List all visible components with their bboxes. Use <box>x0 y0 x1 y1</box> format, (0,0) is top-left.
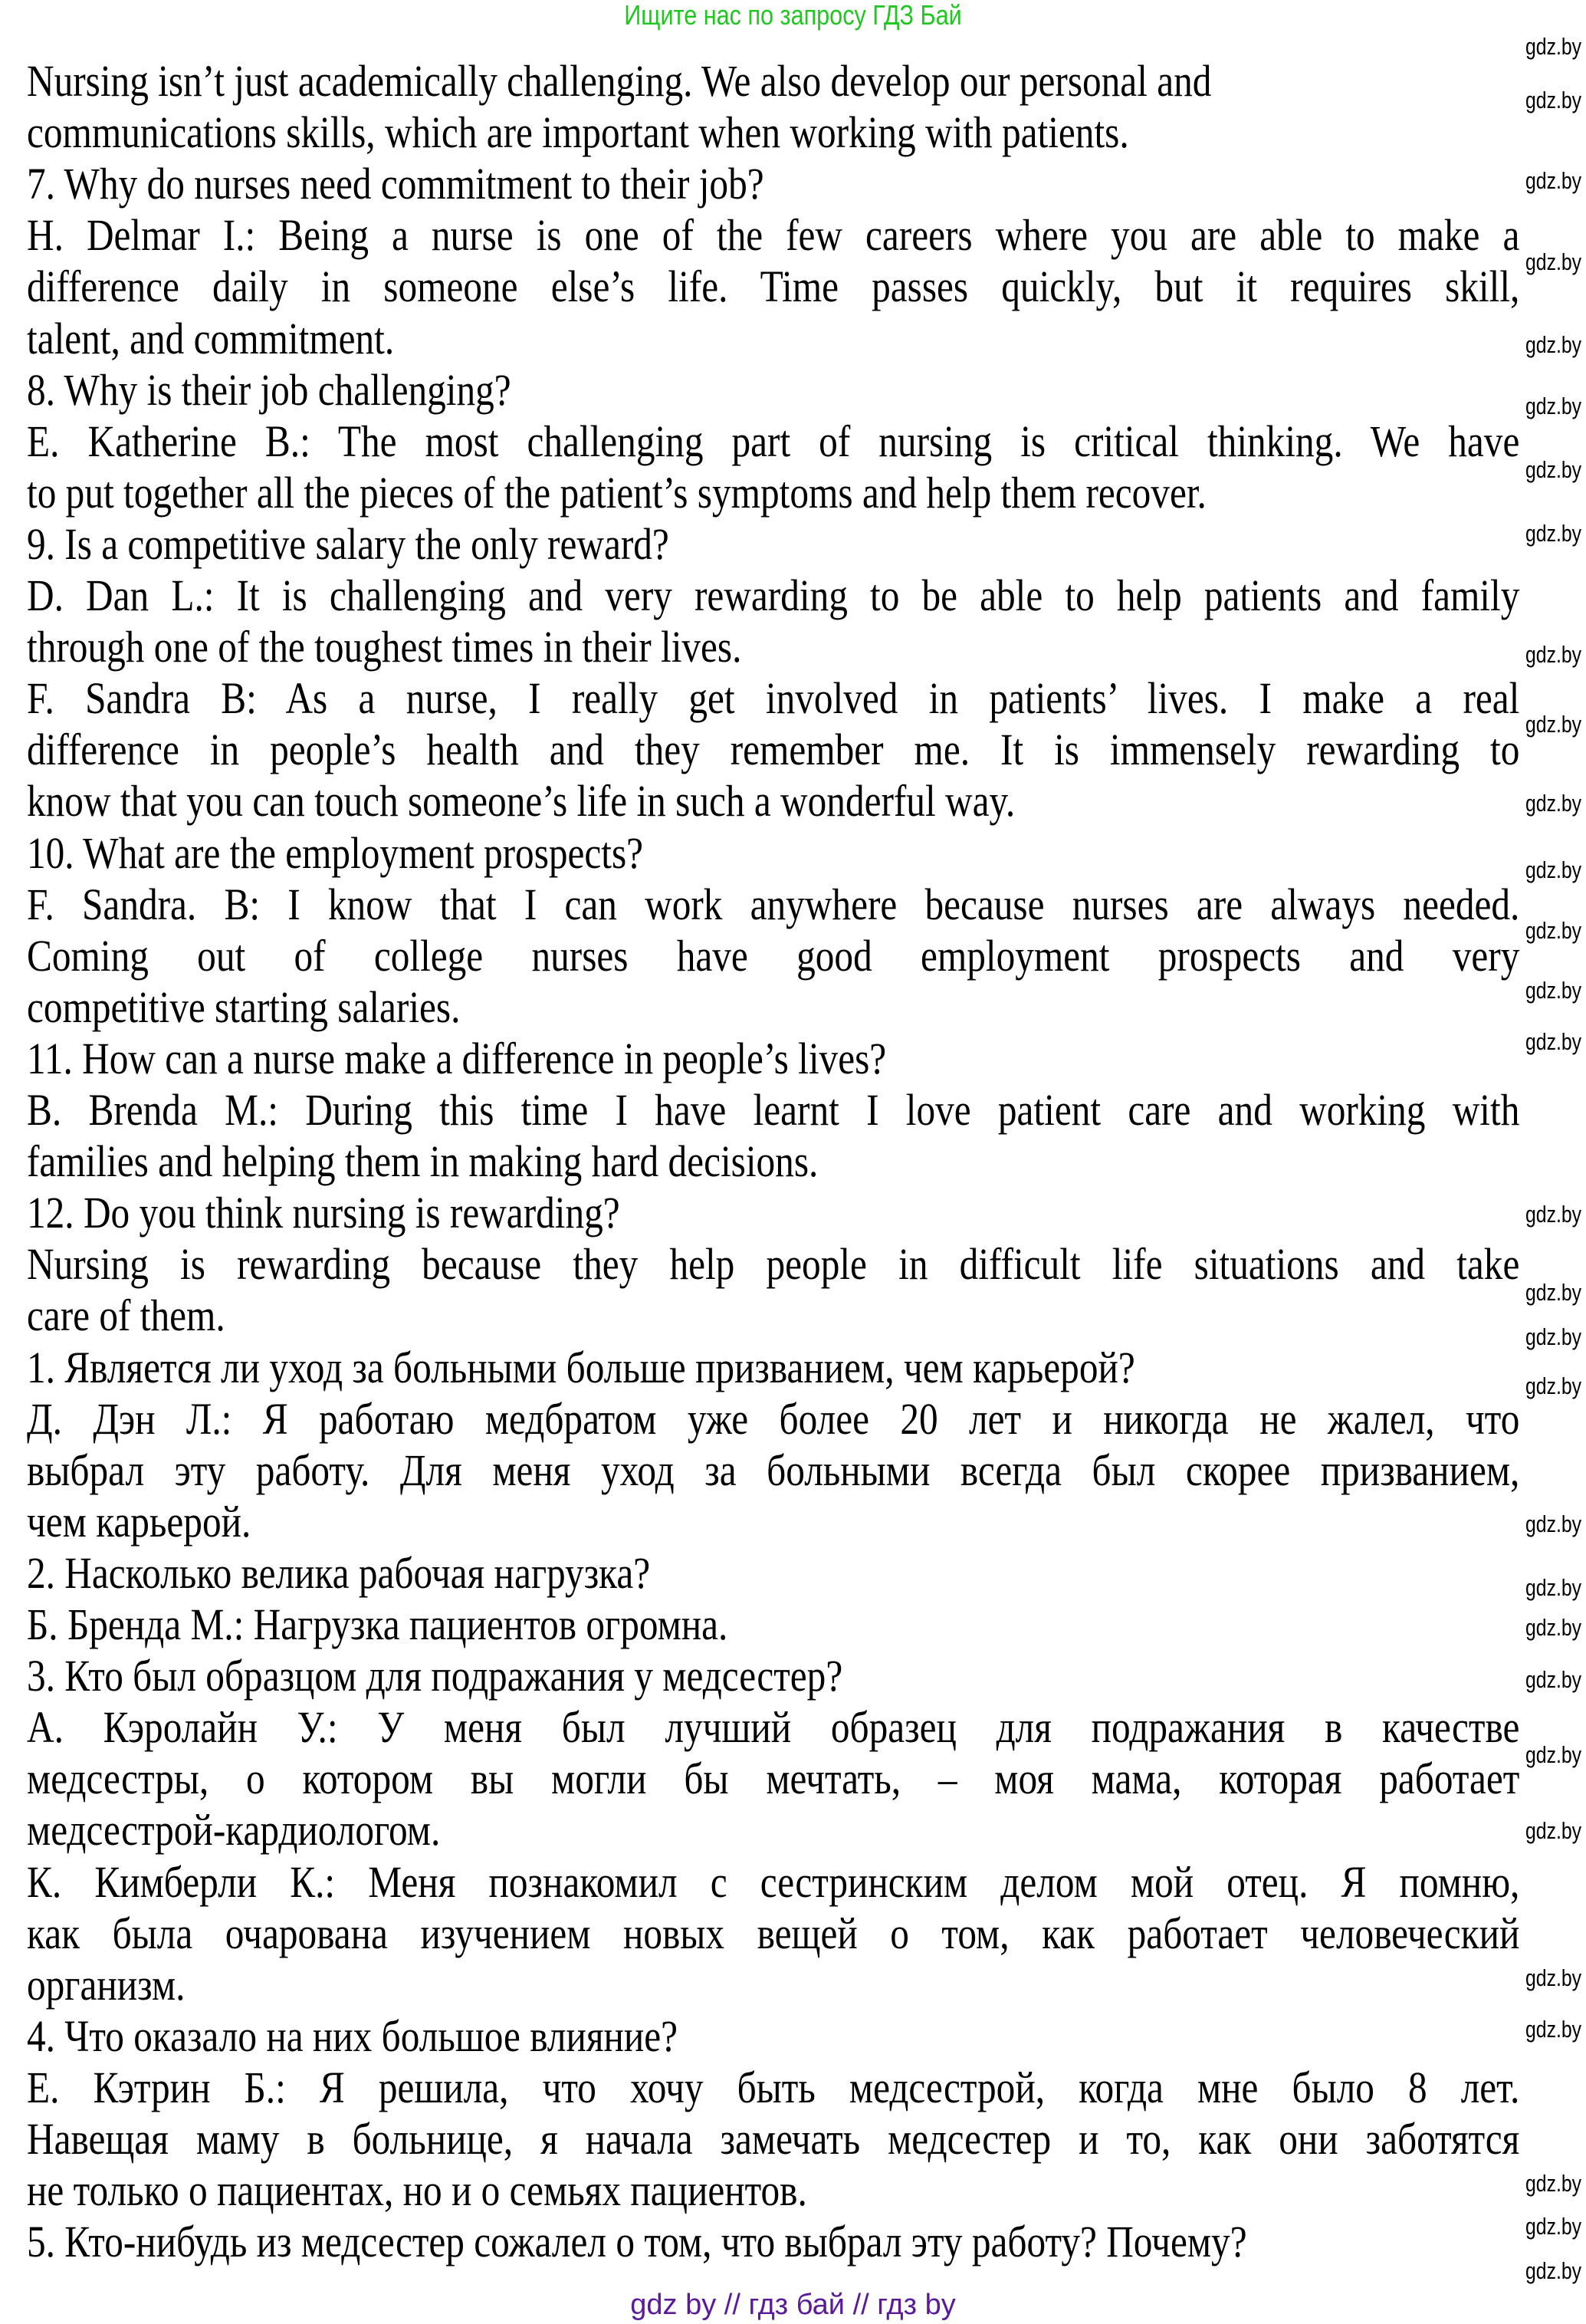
text-line: care of them. <box>27 1290 225 1341</box>
watermark-label: gdz.by <box>1525 1279 1582 1307</box>
text-line: не только о пациентах, но и о семьях пациентов. <box>27 2165 807 2216</box>
watermark-label: gdz.by <box>1525 248 1582 275</box>
text-line: К. Кимберли К.: Меня познакомил с сестринским делом мой отец. Я помню, <box>27 1856 1520 1907</box>
footer-links[interactable]: gdz by // гдз бай // гдз by <box>630 2289 956 2321</box>
search-hint-banner: Ищите нас по запросу ГДЗ Бай <box>624 0 962 31</box>
text-line: организм. <box>27 1959 186 2010</box>
watermark-label: gdz.by <box>1525 166 1582 194</box>
text-line: 3. Кто был образцом для подражания у медсестер? <box>27 1651 843 1701</box>
text-line: communications skills, which are important when working with patients. <box>27 107 1129 158</box>
watermark-label: gdz.by <box>1525 917 1582 945</box>
watermark-label: gdz.by <box>1525 1573 1582 1601</box>
watermark-label: gdz.by <box>1525 1817 1582 1845</box>
text-line: difference daily in someone else’s life. Time passes quickly, but it requires skill, <box>27 261 1520 312</box>
text-line: Coming out of college nurses have good employment prospects and very <box>27 930 1520 981</box>
text-line: 9. Is a competitive salary the only reward? <box>27 518 669 569</box>
text-line: Е. Кэтрин Б.: Я решила, что хочу быть медсестрой, когда мне было 8 лет. <box>27 2062 1520 2112</box>
text-line: 10. What are the employment prospects? <box>27 827 644 878</box>
text-line: Навещая маму в больнице, я начала замечать медсестер и то, как они заботятся <box>27 2114 1520 2164</box>
watermark-label: gdz.by <box>1525 1665 1582 1693</box>
text-line: E. Katherine B.: The most challenging part of nursing is critical thinking. We have <box>27 416 1520 466</box>
text-line: know that you can touch someone’s life in such a wonderful way. <box>27 776 1016 827</box>
text-line: 4. Что оказало на них большое влияние? <box>27 2010 678 2061</box>
watermark-label: gdz.by <box>1525 1964 1582 1991</box>
text-line: D. Dan L.: It is challenging and very rewarding to be able to help patients and family <box>27 570 1520 620</box>
watermark-label: gdz.by <box>1525 392 1582 419</box>
text-line: F. Sandra B: As a nurse, I really get involved in patients’ lives. I make a real <box>27 673 1520 724</box>
text-line: 2. Насколько велика рабочая нагрузка? <box>27 1547 651 1598</box>
watermark-label: gdz.by <box>1525 711 1582 738</box>
text-line: Nursing is rewarding because they help people in difficult life situations and take <box>27 1239 1520 1290</box>
text-line: H. Delmar I.: Being a nurse is one of the few careers where you are able to make a <box>27 210 1520 261</box>
watermark-label: gdz.by <box>1525 1028 1582 1056</box>
text-line: медсестрой-кардиологом. <box>27 1805 441 1856</box>
text-line: 11. How can a nurse make a difference in people’s lives? <box>27 1033 887 1083</box>
text-line: А. Кэролайн У.: У меня был лучший образец для подражания в качестве <box>27 1702 1520 1753</box>
watermark-label: gdz.by <box>1525 455 1582 483</box>
text-line: Б. Бренда М.: Нагрузка пациентов огромна. <box>27 1599 728 1649</box>
watermark-label: gdz.by <box>1525 789 1582 817</box>
watermark-label: gdz.by <box>1525 976 1582 1004</box>
watermark-label: gdz.by <box>1525 1614 1582 1642</box>
watermark-label: gdz.by <box>1525 33 1582 61</box>
watermark-label: gdz.by <box>1525 856 1582 883</box>
text-line: Д. Дэн Л.: Я работаю медбратом уже более 20 лет и никогда не жалел, что <box>27 1393 1520 1444</box>
text-line: difference in people’s health and they remember me. It is immensely rewarding to <box>27 725 1520 775</box>
text-line: talent, and commitment. <box>27 313 395 363</box>
watermark-label: gdz.by <box>1525 1510 1582 1537</box>
watermark-label: gdz.by <box>1525 1372 1582 1399</box>
text-line: 12. Do you think nursing is rewarding? <box>27 1188 620 1238</box>
watermark-label: gdz.by <box>1525 641 1582 669</box>
text-line: 5. Кто-нибудь из медсестер сожалел о том, что выбрал эту работу? Почему? <box>27 2217 1247 2267</box>
text-line: through one of the toughest times in their lives. <box>27 622 742 672</box>
watermark-label: gdz.by <box>1525 1323 1582 1351</box>
watermark-label: gdz.by <box>1525 1741 1582 1769</box>
text-line: 7. Why do nurses need commitment to their job? <box>27 159 764 209</box>
text-line: 1. Является ли уход за больными больше призванием, чем карьерой? <box>27 1342 1135 1392</box>
text-line: Nursing isn’t just academically challenging. We also develop our personal and <box>27 56 1212 106</box>
watermark-label: gdz.by <box>1525 87 1582 114</box>
watermark-label: gdz.by <box>1525 2257 1582 2285</box>
watermark-label: gdz.by <box>1525 2016 1582 2043</box>
watermark-label: gdz.by <box>1525 2170 1582 2197</box>
text-line: F. Sandra. B: I know that I can work anywhere because nurses are always needed. <box>27 879 1520 929</box>
text-line: to put together all the pieces of the patient’s symptoms and help them recover. <box>27 467 1207 518</box>
watermark-label: gdz.by <box>1525 2213 1582 2240</box>
text-line: выбрал эту работу. Для меня уход за больными всегда был скорее призванием, <box>27 1445 1520 1495</box>
text-line: как была очарована изучением новых вещей о том, как работает человеческий <box>27 1908 1520 1958</box>
text-line: B. Brenda M.: During this time I have learnt I love patient care and working with <box>27 1085 1520 1135</box>
text-line: медсестры, о котором вы могли бы мечтать, – моя мама, которая работает <box>27 1754 1520 1804</box>
text-line: families and helping them in making hard decisions. <box>27 1136 819 1187</box>
text-line: competitive starting salaries. <box>27 981 461 1032</box>
watermark-label: gdz.by <box>1525 331 1582 359</box>
text-line: чем карьерой. <box>27 1496 251 1547</box>
text-line: 8. Why is their job challenging? <box>27 364 511 415</box>
watermark-label: gdz.by <box>1525 519 1582 547</box>
watermark-label: gdz.by <box>1525 1200 1582 1228</box>
